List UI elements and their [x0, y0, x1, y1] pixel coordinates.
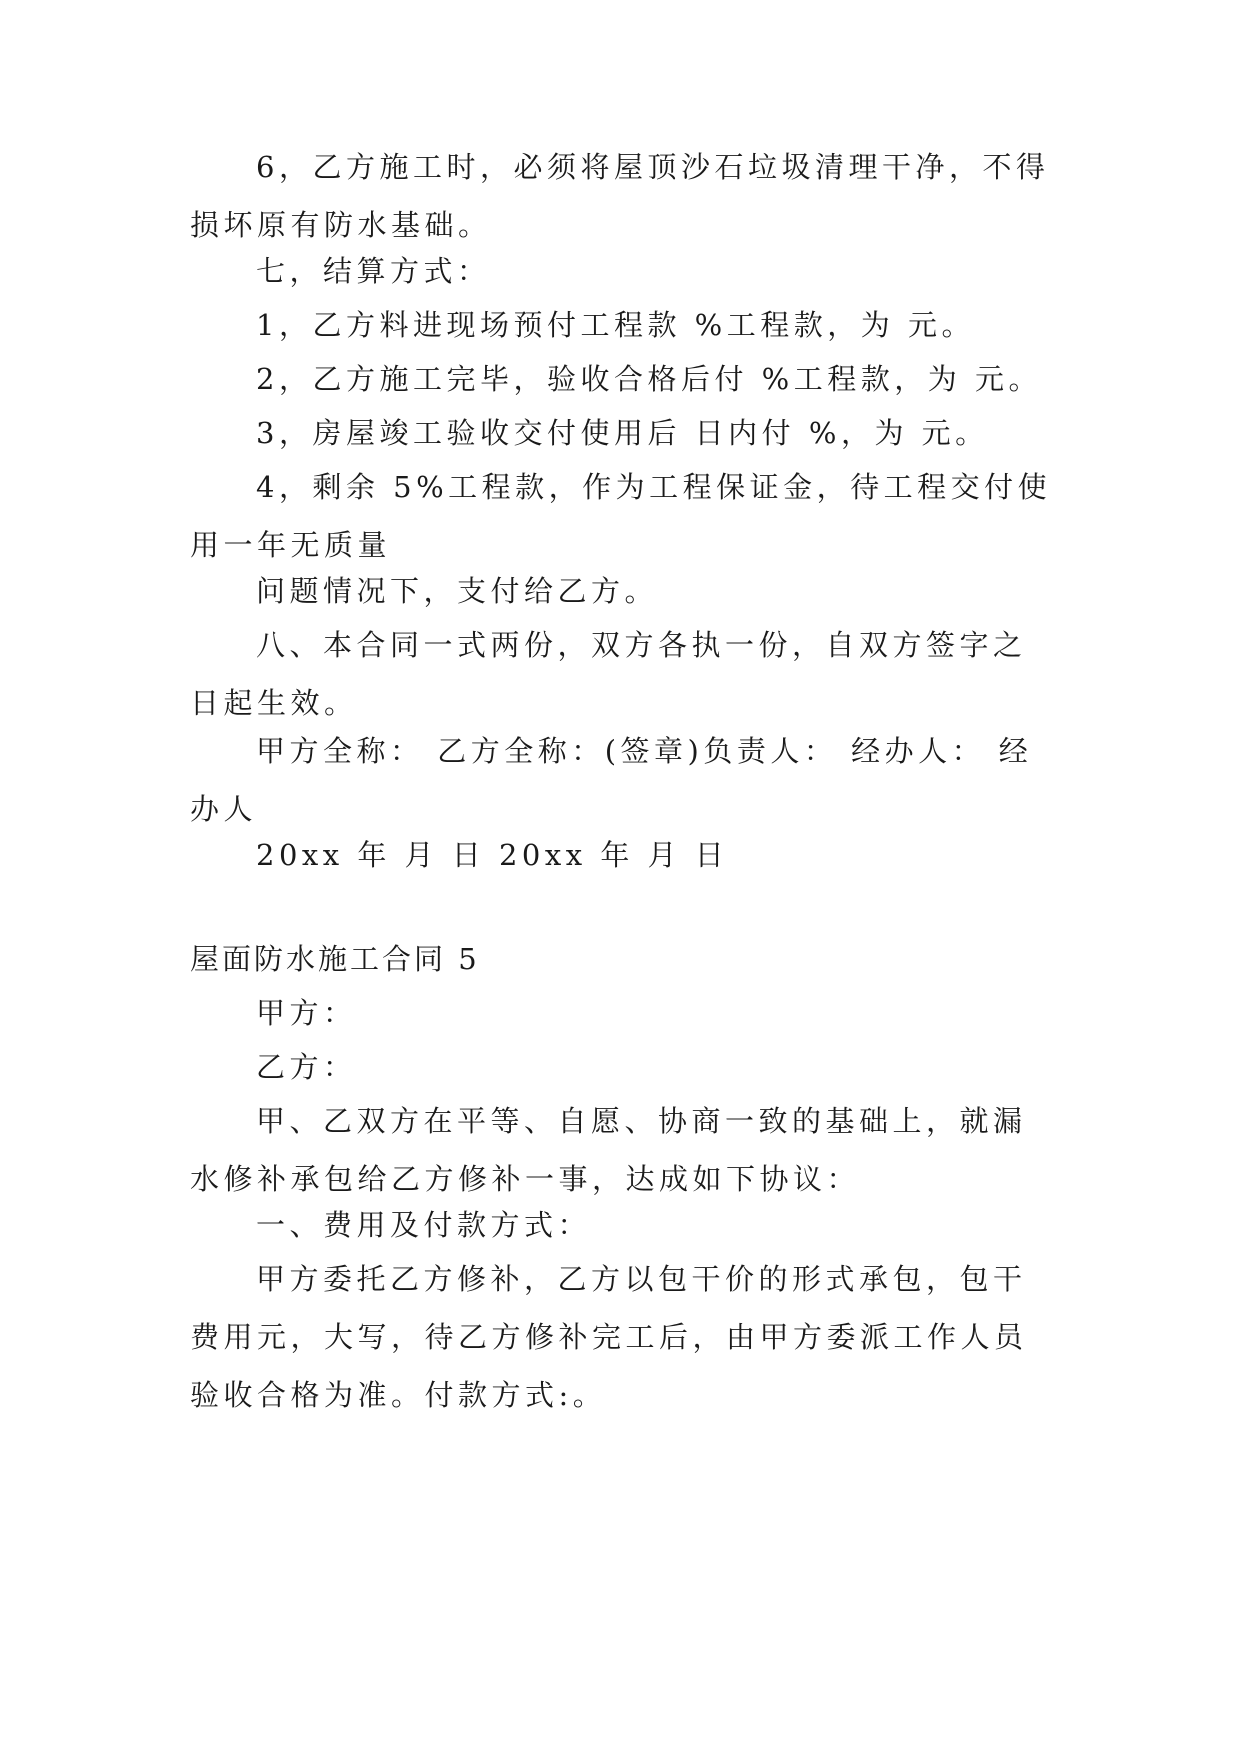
party-b-line: 乙方：	[256, 1050, 357, 1084]
fee-paragraph: 甲方委托乙方修补，乙方以包干价的形式承包，包干费用元，大写，待乙方修补完工后，由甲方委派工作人员验收合格为准。付款方式:。	[190, 1262, 1028, 1412]
clause-8-paragraph: 八、本合同一式两份，双方各执一份，自双方签字之日起生效。	[190, 628, 1027, 720]
signature-line: 甲方全称： 乙方全称：(签章)负责人： 经办人： 经办人	[190, 734, 1033, 826]
settlement-item-4-continued: 问题情况下，支付给乙方。	[256, 574, 659, 608]
settlement-item-2: 2，乙方施工完毕，验收合格后付 %工程款，为 元。	[256, 362, 1042, 396]
settlement-item-4: 4，剩余 5%工程款，作为工程保证金，待工程交付使用一年无质量	[190, 470, 1052, 562]
party-a-line: 甲方：	[256, 996, 357, 1030]
settlement-heading: 七，结算方式：	[256, 254, 491, 288]
fee-heading: 一、费用及付款方式：	[256, 1208, 592, 1242]
item-6-paragraph: 6，乙方施工时，必须将屋顶沙石垃圾清理干净，不得损坏原有防水基础。	[190, 150, 1050, 242]
settlement-item-3: 3，房屋竣工验收交付使用后 日内付 %，为 元。	[256, 416, 989, 450]
intro-paragraph: 甲、乙双方在平等、自愿、协商一致的基础上，就漏水修补承包给乙方修补一事，达成如下协议：	[190, 1104, 1027, 1196]
contract-5-title: 屋面防水施工合同 5	[190, 942, 480, 976]
date-line: 20xx 年 月 日 20xx 年 月 日	[256, 838, 729, 872]
settlement-item-1: 1，乙方料进现场预付工程款 %工程款，为 元。	[256, 308, 975, 342]
